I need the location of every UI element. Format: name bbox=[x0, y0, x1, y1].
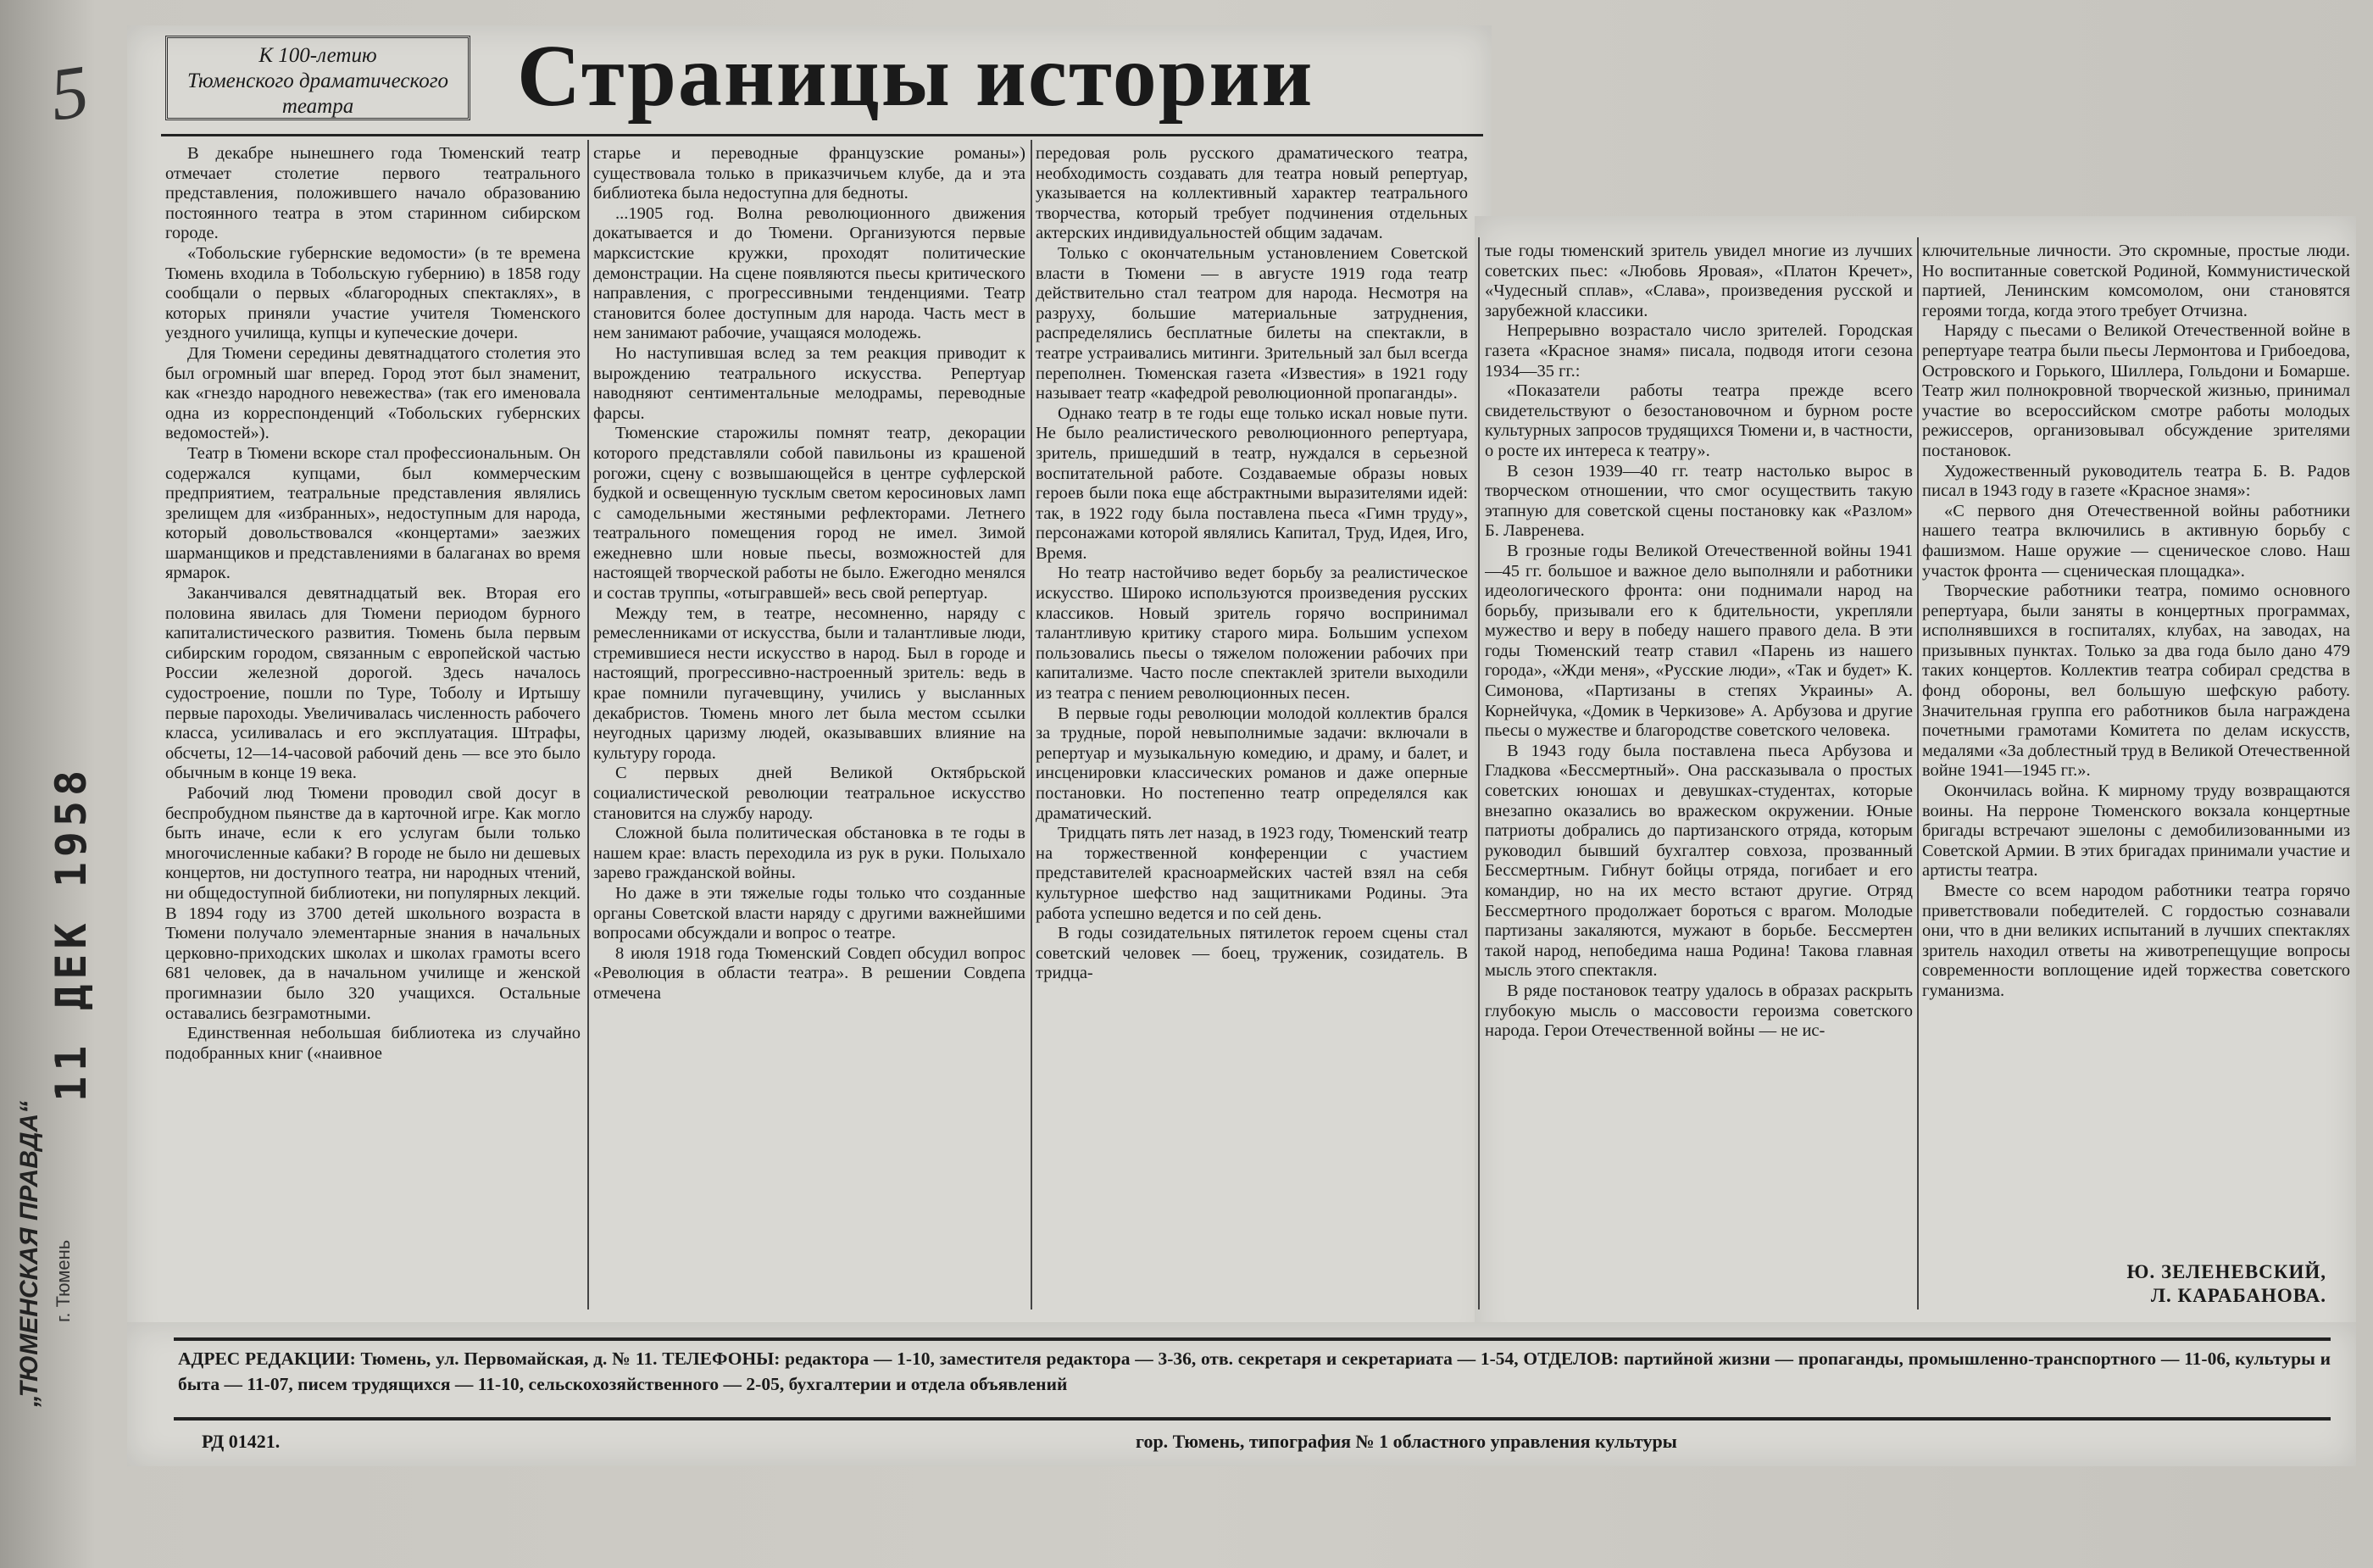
paragraph: Художественный руководитель театра Б. В. Радов писал в 1943 году в газете «Красное знамя»: bbox=[1922, 461, 2350, 501]
paragraph: «Тобольские губернские ведомости» (в те времена Тюмень входила в Тобольскую губернию) в 1858 году сообщали о первых «благородных спектаклях», в которых приняли участие учителя Тюменского уездного училища, купцы и купеческие дочери. bbox=[165, 243, 581, 343]
paragraph: Наряду с пьесами о Великой Отечественной войне в репертуаре театра были пьесы Лермонтова и Грибоедова, Островского и Горького, Шиллера, Гольдони и Бомарше. Театр жил полнокровной творческой жизнью, принимал участие во всероссийском смотре работы молодых режиссеров, организовывал обсуждение зрителями постановок. bbox=[1922, 321, 2350, 460]
column-divider bbox=[1031, 140, 1032, 1309]
rd-code: РД 01421. bbox=[202, 1431, 281, 1452]
paragraph: Для Тюмени середины девятнадцатого столетия это был огромный шаг вперед. Город этот был знаменит, как «гнездо народного невежества» (так его именовала одна из корреспонденций «Тобольских губернских ведомостей»). bbox=[165, 343, 581, 443]
rule-below-address bbox=[174, 1417, 2331, 1421]
article-column-1 bbox=[165, 144, 581, 1305]
city-stamp: г. Тюмень bbox=[53, 1239, 74, 1322]
article-column-2 bbox=[593, 144, 1025, 1305]
paragraph: В сезон 1939—40 гг. театр настолько вырос в творческом отношении, что смог осуществить такую этапную для советской сцены постановку как «Разлом» Б. Лавренева. bbox=[1485, 461, 1913, 541]
article-title: Страницы истории bbox=[517, 27, 1314, 125]
author-name: Л. КАРАБАНОВА. bbox=[2150, 1285, 2326, 1306]
column-divider bbox=[1478, 237, 1480, 1309]
paragraph: Тридцать пять лет назад, в 1923 году, Тюменский театр на торжественной конференции с участием представителей красноармейских частей взял на себя культурное шефство над защитниками Родины. Эта работа успешно ведется и по сей день. bbox=[1036, 824, 1468, 923]
paragraph: В первые годы революции молодой коллектив брался за трудные, порой невыполнимые задачи: включали в репертуар и музыкальную комедию, и драму, и балет, и инсценировки классических романов и даже оперные постановки. Но постепенно театр определялся как драматический. bbox=[1036, 703, 1468, 823]
paragraph: «С первого дня Отечественной войны работники нашего театра включились в активную борьбу с фашизмом. Наше оружие — сценическое слово. Наш участок фронта — сценическая площадка». bbox=[1922, 501, 2350, 581]
paragraph: Непрерывно возрастало число зрителей. Городская газета «Красное знамя» писала, подводя итоги сезона 1934—35 гг.: bbox=[1485, 321, 1913, 381]
paragraph: 8 июля 1918 года Тюменский Совдеп обсудил вопрос «Революция в области театра». В решении Совдепа отмечена bbox=[593, 943, 1025, 1003]
handwritten-page-mark: 5 bbox=[45, 50, 94, 137]
paragraph: Сложной была политическая обстановка в те годы в нашем крае: власть переходила из рук в руки. Полыхало зарево гражданской войны. bbox=[593, 824, 1025, 883]
article-column-3 bbox=[1036, 144, 1468, 1305]
paragraph: Однако театр в те годы еще только искал новые пути. Не было реалистического революционного репертуара, зритель, пришедший в театр, нуждался в серьезной воспитательной работе. Создаваемые образы новых героев были пока еще абстрактными выразителями идей: так, в 1922 году была поставлена пьеса «Гимн труду», персонажами которой являлись Капитал, Труд, Идея, Иго, Время. bbox=[1036, 403, 1468, 563]
date-stamp: 11 ДЕК 1958 bbox=[47, 765, 96, 1102]
paragraph: старье и переводные французские романы») существовала только в приказчичьем клубе, да и эта библиотека была недоступна для бедноты. bbox=[593, 144, 1025, 203]
rubric-box bbox=[165, 36, 470, 120]
printer-imprint: гор. Тюмень, типография № 1 областного управления культуры bbox=[1136, 1431, 1677, 1452]
paragraph: В грозные годы Великой Отечественной войны 1941—45 гг. большое и важное дело выполняли и работники идеологического фронта: они поднимали народ на борьбу, призывали его к бдительности, укрепляли мужество и веру в победу нашего правого дела. В эти годы Тюменский театр ставил «Парень из нашего города», «Жди меня», «Русские люди», «Так и будет» К. Симонова, «Партизаны в степях Украины» А. Корнейчука, «Домик в Черкизове» А. Арбузова и другие пьесы о мужестве и благородстве советского человека. bbox=[1485, 541, 1913, 741]
paragraph: Но наступившая вслед за тем реакция приводит к вырождению театрального искусства. Репертуар наводняют сентиментальные мелодрамы, переводные фарсы. bbox=[593, 343, 1025, 423]
paragraph: передовая роль русского драматического театра, необходимость создавать для театра новый репертуар, указывается на коллективный характер театрального творчества, который требует подчинения отдельных актерских индивидуальностей общим задачам. bbox=[1036, 144, 1468, 243]
newspaper-name-stamp: „ТЮМЕНСКАЯ ПРАВДА“ bbox=[15, 1100, 43, 1407]
paragraph: В декабре нынешнего года Тюменский театр отмечает столетие первого театрального представления, положившего начало образованию постоянного театра в этом старинном сибирском городе. bbox=[165, 144, 581, 243]
paragraph: Единственная небольшая библиотека из случайно подобранных книг («наивное bbox=[165, 1024, 581, 1063]
paragraph: ключительные личности. Это скромные, простые люди. Но воспитанные советской Родиной, Коммунистической партией, Ленинским комсомолом, они становятся героями тогда, когда этого требует Отчизна. bbox=[1922, 242, 2350, 320]
paragraph: Рабочий люд Тюмени проводил свой досуг в беспробудном пьянстве да в карточной игре. Как могло быть иначе, если к его услугам были только многочисленные кабаки? В городе не было ни дешевых концертов, ни доступного театра, ни народных чтений, ни общедоступной библиотеки, ни популярных лекций. В 1894 году из 3700 детей школьного возраста в Тюмени получало элементарные знания в начальных церковно-приходских школах и школах грамоты всего 681 человек, да в начальном училище и женской прогимназии было 320 учащихся. Остальные оставались безграмотными. bbox=[165, 784, 581, 1023]
paragraph: Театр в Тюмени вскоре стал профессиональным. Он содержался купцами, был коммерческим предприятием, театральные представления являлись зрелищем для «избранных», недоступным для народа, который довольствовался «концертами» заезжих шарманщиков и представлениями в балаганах во время ярмарок. bbox=[165, 443, 581, 583]
paragraph: В годы созидательных пятилеток героем сцены стал советский человек — боец, труженик, созидатель. В тридца- bbox=[1036, 924, 1468, 983]
paragraph: Окончилась война. К мирному труду возвращаются воины. На перроне Тюменского вокзала концертные бригады встречают эшелоны с демобилизованными из Советской Армии. В этих бригадах принимали участие и артисты театра. bbox=[1922, 781, 2350, 881]
paragraph: В 1943 году была поставлена пьеса Арбузова и Гладкова «Бессмертный». Она рассказывала о простых советских юношах и девушках-студентах, которые внезапно оказались во вражеском окружении. Юные патриоты добрались до партизанского отряда, которым руководил бывший бухгалтер совхоза, прозванный Бессмертным. Гибнут бойцы отряда, погибает и его командир, но на их место встают другие. Отряд Бессмертного продолжает бороться с врагом. Молодые партизаны закаляются, мужают в борьбе. Бессмертен такой народ, непобедима наша Родина! Такова главная мысль этого спектакля. bbox=[1485, 741, 1913, 981]
article-column-4 bbox=[1485, 242, 1913, 1305]
column-divider bbox=[587, 140, 589, 1309]
paragraph: Вместе со всем народом работники театра горячо приветствовали победителей. С гордостью сознавали они, что в дни великих испытаний в лучших спектаклях зритель находил ответы на животрепещущие вопросы современности воплощение идей торжества советского гуманизма. bbox=[1922, 881, 2350, 1000]
article-column-5 bbox=[1922, 242, 2350, 1305]
author-name: Ю. ЗЕЛЕНЕВСКИЙ, bbox=[2126, 1261, 2326, 1282]
paragraph: Тюменские старожилы помнят театр, декорации которого представляли собой павильоны из крашеной рогожи, сцену с возвышающейся в центре суфлерской будкой и освещенную тусклым светом керосиновых ламп с самодельными жестяными рефлекторами. Летнего театрального помещения город не имел. Зимой ежедневно шли новые пьесы, возможностей для настоящей творческой работы не было. Ежегодно менялся и состав труппы, «отыгравшей» весь свой репертуар. bbox=[593, 424, 1025, 603]
editorial-address: АДРЕС РЕДАКЦИИ: Тюмень, ул. Первомайская, д. № 11. ТЕЛЕФОНЫ: редактора — 1-10, заместителя редактора — 3-36, отв. секретаря и секретариата — 1-54, ОТДЕЛОВ: партийной жизни — пропаганды, промышленно-транспортного — 11-06, культуры и быта — 11-07, писем трудящихся — 11-10, сельскохозяйственного — 2-05, бухгалтерии и отдела объявлений bbox=[178, 1348, 2331, 1394]
paragraph: Между тем, в театре, несомненно, наряду с ремесленниками от искусства, были и талантливые люди, стремившиеся нести искусство в народ. Был в городе и настоящий, прогрессивно-настроенный зритель: ведь в крае помнили пугачевщину, учились у высланных декабристов. Тюмень много лет была местом ссылки неугодных царизму людей, оказывавших влияние на культуру города. bbox=[593, 603, 1025, 763]
paragraph: «Показатели работы театра прежде всего свидетельствуют о безостановочном и бурном росте культурных запросов трудящихся Тюмени и, в частности, о росте их интереса к театру». bbox=[1485, 381, 1913, 460]
paragraph: Но даже в эти тяжелые годы только что созданные органы Советской власти наряду с другими важнейшими вопросами обсуждали и вопрос о театре. bbox=[593, 883, 1025, 943]
paragraph: тые годы тюменский зритель увидел многие из лучших советских пьес: «Любовь Яровая», «Платон Кречет», «Чудесный сплав», «Слава», произведения русской и зарубежной классики. bbox=[1485, 242, 1913, 320]
paragraph: С первых дней Великой Октябрьской социалистической революции театральное искусство становится на службу народу. bbox=[593, 764, 1025, 823]
column-divider bbox=[1917, 237, 1919, 1309]
rule-above-address bbox=[174, 1337, 2331, 1341]
paragraph: Заканчивался девятнадцатый век. Вторая его половина явилась для Тюмени периодом бурного капиталистического развития. Тюмень была первым сибирским городом, связанным с европейской частью России железной дорогой. Здесь началось судостроение, пошли по Туре, Тоболу и Иртышу первые пароходы. Увеличивалась численность рабочего класса, усиливалась и его эксплуатация. Штрафы, обсчеты, 12—14-часовой рабочий день — все это было обычным в конце 19 века. bbox=[165, 584, 581, 783]
paragraph: ...1905 год. Волна революционного движения докатывается и до Тюмени. Организуются первые марксистские кружки, проходят политические демонстрации. На сцене появляются пьесы критического направления, с прогрессивными тенденциями. Театр становится более доступным для народа. Часть мест в нем занимают рабочие, учащаяся молодежь. bbox=[593, 203, 1025, 343]
paragraph: Творческие работники театра, помимо основного репертуара, были заняты в концертных программах, исполнявшихся в госпиталях, клубах, на заводах, на призывных пунктах. Только за два года было дано 479 таких концертов. Коллектив театра собирал средства в фонд обороны, вел большую шефскую работу. Значительная группа его работников была награждена почетными грамотами Комитета по делам искусств, медалями «За доблестный труд в Великой Отечественной войне 1941—1945 гг.». bbox=[1922, 581, 2350, 781]
paragraph: Только с окончательным установлением Советской власти в Тюмени — в августе 1919 года театр действительно стал театром для народа. Несмотря на разруху, большие материальные затруднения, распределялись бесплатные билеты на спектакли, в театре устраивались митинги. Зрительный зал был всегда переполнен. Тюменская газета «Известия» в 1921 году называет театр «кафедрой революционной пропаганды». bbox=[1036, 243, 1468, 403]
article-authors bbox=[2034, 1260, 2326, 1308]
paragraph: Но театр настойчиво ведет борьбу за реалистическое искусство. Широко используются произведения русских классиков. Новый зритель горячо воспринимал талантливую критику старого мира. Большим успехом пользовались пьесы о тяжелом положении рабочих при капитализме. Часто после спектаклей зрители выходили из театра с пением революционных песен. bbox=[1036, 564, 1468, 703]
paragraph: В ряде постановок театру удалось в образах раскрыть глубокую мысль о массовости героизма советского народа. Герои Отечественной войны — не ис- bbox=[1485, 981, 1913, 1041]
rubric-line: К 100-летию bbox=[258, 44, 377, 67]
rubric-line: Тюменского драматического bbox=[187, 70, 448, 92]
rule-under-title bbox=[161, 134, 1483, 136]
rubric-line: театра bbox=[281, 95, 354, 118]
